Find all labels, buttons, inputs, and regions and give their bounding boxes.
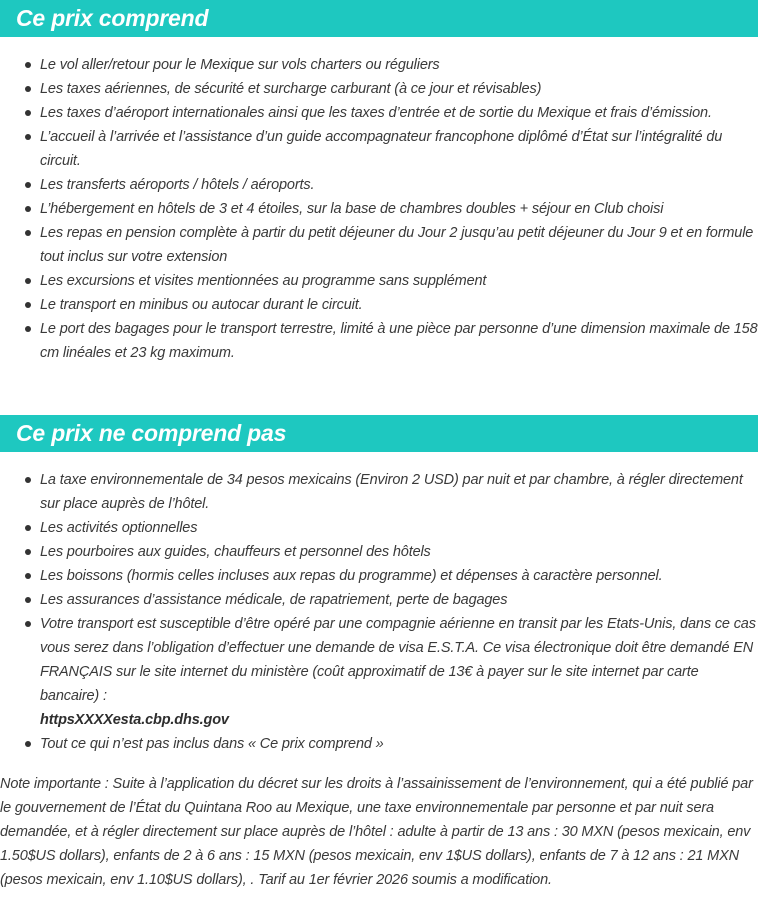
- included-list-item: Les transferts aéroports / hôtels / aéroports.: [0, 173, 758, 197]
- included-list-item: Le transport en minibus ou autocar durant le circuit.: [0, 293, 758, 317]
- esta-visa-text: Votre transport est susceptible d’être opéré par une compagnie aérienne en transit par les Etats-Unis, dans ce cas vous serez dans l’obligation d’effectuer une demande de visa E.S.T.A. Ce visa électronique doit être demandé EN FRANÇAIS sur le site internet du ministère (coût approximatif de 13€ à payer sur le site internet par carte bancaire) :: [40, 616, 756, 704]
- included-list-item: L’accueil à l’arrivée et l’assistance d’un guide accompagnateur francophone diplômé d’État sur l’intégralité du circuit.: [0, 125, 758, 173]
- excluded-section-title: Ce prix ne comprend pas: [16, 420, 287, 446]
- included-list-item: Le port des bagages pour le transport terrestre, limité à une pièce par personne d’une dimension maximale de 158 cm linéales et 23 kg maximum.: [0, 317, 758, 365]
- included-list-item: L’hébergement en hôtels de 3 et 4 étoiles, sur la base de chambres doubles + séjour en Club choisi: [0, 197, 758, 221]
- included-list-item: Le vol aller/retour pour le Mexique sur vols charters ou réguliers: [0, 53, 758, 77]
- included-list: [0, 53, 758, 365]
- excluded-list-item: Les activités optionnelles: [0, 516, 758, 540]
- esta-url-link[interactable]: httpsXXXXesta.cbp.dhs.gov: [40, 712, 229, 728]
- excluded-list-item: La taxe environnementale de 34 pesos mexicains (Environ 2 USD) par nuit et par chambre, à régler directement sur place auprès de l’hôtel.: [0, 468, 758, 516]
- included-list-item: Les repas en pension complète à partir du petit déjeuner du Jour 2 jusqu’au petit déjeuner du Jour 9 et en formule tout inclus sur votre extension: [0, 221, 758, 269]
- included-list-item: Les excursions et visites mentionnées au programme sans supplément: [0, 269, 758, 293]
- important-note: Note importante : Suite à l’application du décret sur les droits à l’assainissement de l’environnement, qui a été publié par le gouvernement de l’État du Quintana Roo au Mexique, une taxe environnementale par personne et par nuit sera demandée, et à régler directement sur place auprès de l’hôtel : adulte à partir de 13 ans : 30 MXN (pesos mexicain, env 1.50$US dollars), enfants de 2 à 6 ans : 15 MXN (pesos mexicain, env 1$US dollars), enfants de 7 à 12 ans : 21 MXN (pesos mexicain, env 1.10$US dollars), . Tarif au 1er février 2026 soumis a modification.: [0, 776, 753, 888]
- included-section-header: [0, 0, 758, 37]
- included-list-item: Les taxes d’aéroport internationales ainsi que les taxes d’entrée et de sortie du Mexique et frais d’émission.: [0, 101, 758, 125]
- excluded-list-item: Tout ce qui n’est pas inclus dans « Ce prix comprend »: [0, 732, 758, 756]
- excluded-list-item: Les assurances d’assistance médicale, de rapatriement, perte de bagages: [0, 588, 758, 612]
- excluded-list-item-esta: [0, 612, 758, 732]
- excluded-section-header: [0, 415, 758, 452]
- included-section-title: Ce prix comprend: [16, 5, 209, 31]
- excluded-list: [0, 468, 758, 756]
- excluded-list-item: Les pourboires aux guides, chauffeurs et personnel des hôtels: [0, 540, 758, 564]
- included-list-item: Les taxes aériennes, de sécurité et surcharge carburant (à ce jour et révisables): [0, 77, 758, 101]
- excluded-list-item: Les boissons (hormis celles incluses aux repas du programme) et dépenses à caractère personnel.: [0, 564, 758, 588]
